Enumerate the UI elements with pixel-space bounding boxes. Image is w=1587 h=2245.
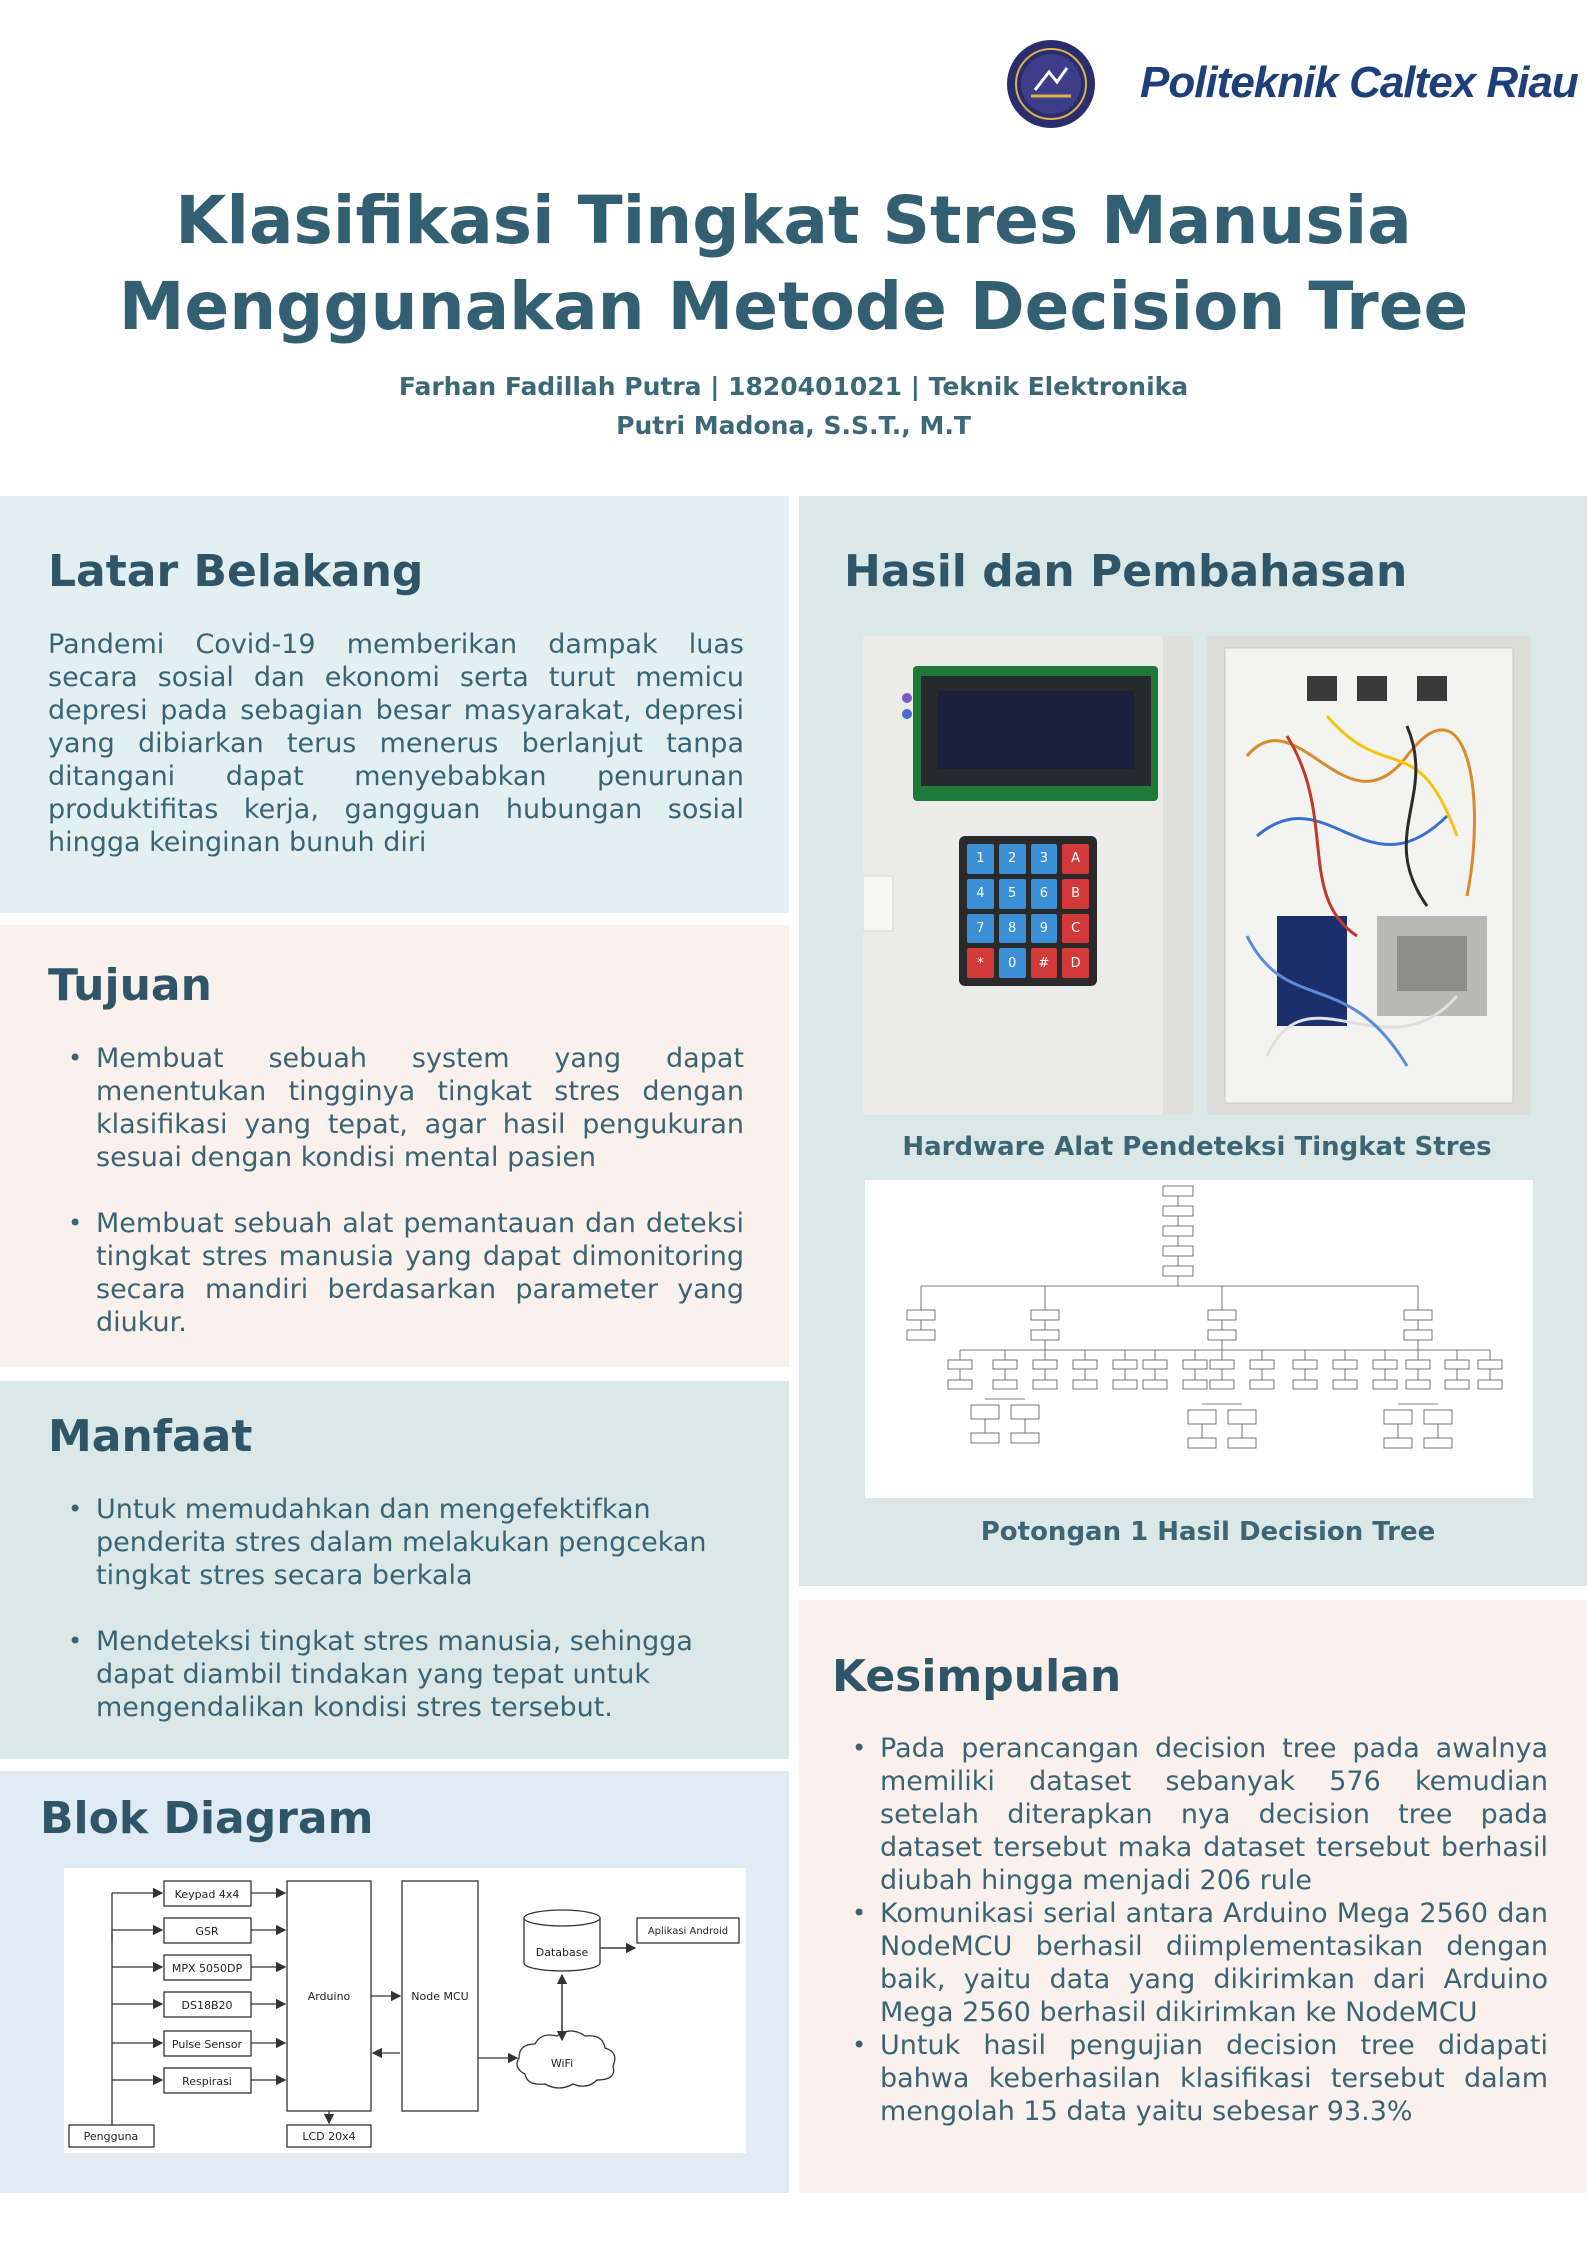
institution-emblem <box>1005 38 1097 130</box>
latar-belakang-text: Pandemi Covid-19 memberikan dampak luas secara sosial dan ekonomi serta turut memicu depresi pada sebagian besar masyarakat, depresi yang dibiarkan terus menerus berlanjut tanpa ditangani dapat menyebabkan penurunan produktifitas kerja, gangguan hubungan sosial hingga keinginan bunuh diri <box>48 629 744 858</box>
keypad-key: 5 <box>999 879 1026 909</box>
keypad-key: D <box>1062 948 1089 978</box>
keypad-key: 4 <box>967 879 994 909</box>
keypad-key: 7 <box>967 914 994 944</box>
wifi-label: WiFi <box>550 2057 574 2070</box>
kesimpulan-item: • Untuk hasil pengujian decision tree didapati bahwa keberhasilan klasifikasi tersebut dalam mengolah 15 data yaitu sebesar 93.3% <box>832 2029 1548 2128</box>
author-line: Farhan Fadillah Putra | 1820401021 | Teknik Elektronika <box>398 372 1189 401</box>
sensor-label: Pulse Sensor <box>171 2038 243 2051</box>
sensor-label: DS18B20 <box>181 1999 233 2012</box>
supervisor-line: Putri Madona, S.S.T., M.T <box>616 411 971 440</box>
poster-title-line-1: Klasifikasi Tingkat Stres Manusia <box>175 182 1412 259</box>
keypad-key: # <box>1031 948 1058 978</box>
arduino-label: Arduino <box>307 1990 351 2003</box>
keypad-key: C <box>1062 914 1089 944</box>
heading-blok-diagram: Blok Diagram <box>40 1793 374 1844</box>
caption-decision-tree: Potongan 1 Hasil Decision Tree <box>980 1517 1436 1547</box>
poster-title-line-2: Menggunakan Metode Decision Tree <box>118 268 1469 345</box>
keypad-key: 3 <box>1031 844 1058 874</box>
heading-tujuan: Tujuan <box>48 960 212 1011</box>
block-diagram <box>64 1868 746 2153</box>
keypad <box>967 844 1089 978</box>
kesimpulan-list <box>832 1732 1548 2128</box>
keypad-key: 9 <box>1031 914 1058 944</box>
keypad-key: 6 <box>1031 879 1058 909</box>
heading-manfaat: Manfaat <box>48 1411 253 1462</box>
manfaat-item: • Untuk memudahkan dan mengefektifkan penderita stres dalam melakukan pengcekan tingkat stres secara berkala <box>48 1493 758 1592</box>
institution-logo-text: Politeknik Caltex Riau <box>1140 58 1578 107</box>
hardware-photo-inside <box>1207 636 1531 1115</box>
user-label: Pengguna <box>83 2130 139 2143</box>
heading-hasil-pembahasan: Hasil dan Pembahasan <box>844 546 1408 597</box>
keypad-key: 0 <box>999 948 1026 978</box>
sensor-label: GSR <box>195 1925 219 1938</box>
tujuan-list <box>48 1042 744 1339</box>
lcd-label: LCD 20x4 <box>302 2130 356 2143</box>
app-label: Aplikasi Android <box>647 1926 729 1937</box>
keypad-key: 8 <box>999 914 1026 944</box>
database-label: Database <box>535 1946 589 1959</box>
caption-hardware: Hardware Alat Pendeteksi Tingkat Stres <box>902 1132 1492 1162</box>
manfaat-list <box>48 1493 758 1724</box>
nodemcu-label: Node MCU <box>411 1990 469 2003</box>
sensor-label: MPX 5050DP <box>171 1962 243 1975</box>
heading-kesimpulan: Kesimpulan <box>832 1651 1122 1702</box>
sensor-label: Keypad 4x4 <box>174 1888 240 1901</box>
sensor-label: Respirasi <box>182 2075 232 2088</box>
keypad-key: 1 <box>967 844 994 874</box>
keypad-key: 2 <box>999 844 1026 874</box>
keypad-key: B <box>1062 879 1089 909</box>
tujuan-item: • Membuat sebuah system yang dapat menentukan tingginya tingkat stres dengan klasifikasi yang tepat, agar hasil pengukuran sesuai dengan kondisi mental pasien <box>48 1042 744 1174</box>
kesimpulan-item: • Pada perancangan decision tree pada awalnya memiliki dataset sebanyak 576 kemudian setelah diterapkan nya decision tree pada dataset tersebut maka dataset tersebut berhasil diubah hingga menjadi 206 rule <box>832 1732 1548 1897</box>
database-top <box>524 1910 600 1926</box>
kesimpulan-item: • Komunikasi serial antara Arduino Mega 2560 dan NodeMCU berhasil diimplementasikan dengan baik, yaitu data yang dikirimkan dari Arduino Mega 2560 berhasil dikirimkan ke NodeMCU <box>832 1897 1548 2029</box>
heading-latar-belakang: Latar Belakang <box>48 546 424 597</box>
manfaat-item: • Mendeteksi tingkat stres manusia, sehingga dapat diambil tindakan yang tepat untuk mengendalikan kondisi stres tersebut. <box>48 1625 758 1724</box>
tujuan-item: • Membuat sebuah alat pemantauan dan deteksi tingkat stres manusia yang dapat dimonitoring secara mandiri berdasarkan parameter yang diukur. <box>48 1207 744 1339</box>
keypad-key: A <box>1062 844 1089 874</box>
keypad-key: * <box>967 948 994 978</box>
decision-tree-image <box>865 1180 1533 1498</box>
hardware-photo-front <box>863 636 1193 1115</box>
